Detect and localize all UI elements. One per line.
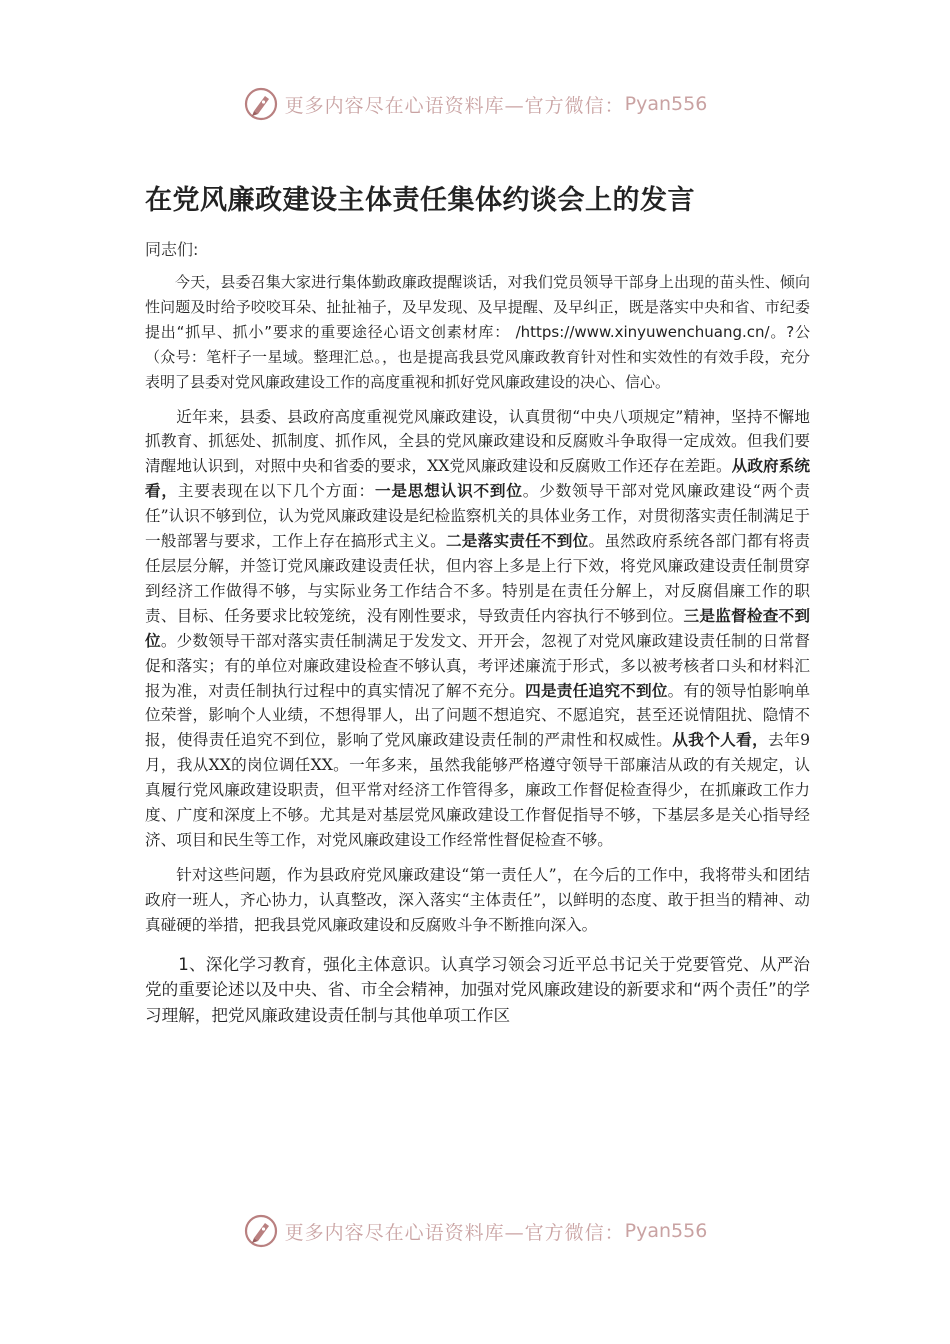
watermark-banner-bottom xyxy=(0,1213,950,1249)
p2-text-4: 。虽然政府系统各部门都有将责任层层分解，并签订党风廉政建设责任状，但内容上多是上行下效，将党风廉政建设责任制贯穿到经济工作做得不够，与实际业务工作结合不多。特别是在责任分解上，对反腐倡廉工作的职责、目标、任务要求比较笼统，没有刚性要求，导致责任内容执行不够到位。 xyxy=(145,532,810,625)
p2-bold-personal-view: 从我个人看， xyxy=(672,730,769,750)
p2-bold-point-1: 一是思想认识不到位 xyxy=(374,481,523,501)
p2-text-6: 。有的领导怕影响单位荣誉，影响个人业绩，不想得罪人，出了问题不想追究、不愿追究，甚至还说情阻扰、隐情不报，使得责任追究不到位，影响了党风廉政建设责任制的严肃性和权威性。 xyxy=(145,681,810,750)
watermark-text: 更多内容尽在心语资料库—官方微信： xyxy=(284,94,625,117)
paragraph-4: 1、深化学习教育，强化主体意识。认真学习领会习近平总书记关于党要管党、从严治党的重要论述以及中央、省、市全会精神，加强对党风廉政建设的新要求和“两个责任”的学习理解，把党风廉政建设责任制与其他单项工作区 xyxy=(145,954,810,1025)
watermark-text: 更多内容尽在心语资料库—官方微信： xyxy=(284,1221,625,1244)
watermark-wechat-id: Pyan556 xyxy=(624,93,708,115)
pen-nib-circle-icon xyxy=(243,86,279,122)
salutation: 同志们: xyxy=(145,240,199,259)
p2-text-1: 近年来，县委、县政府高度重视党风廉政建设，认真贯彻“中央八项规定”精神，坚持不懈地抓教育、抓惩处、抓制度、抓作风，全县的党风廉政建设和反腐败斗争取得一定成效。但我们要清醒地认识到，对照中央和省委的要求，XX党风廉政建设和反腐败工作还存在差距。 xyxy=(145,407,810,476)
pen-nib-circle-icon xyxy=(243,1213,279,1249)
p2-text-7: 去年9月，我从XX的岗位调任XX。一年多来，虽然我能够严格遵守领导干部廉洁从政的有关规定，认真履行党风廉政建设职责，但平常对经济工作管得多，廉政工作督促检查得少，在抓廉政工作力度、广度和深度上不够。尤其是对基层党风廉政建设工作督促指导不够，下基层多是关心指导经济、项目和民生等工作，对党风廉政建设工作经常性督促检查不够。 xyxy=(145,731,810,849)
p2-text-5: 。少数领导干部对落实责任制满足于发发文、开开会，忽视了对党风廉政建设责任制的日常督促和落实；有的单位对廉政建设检查不够认真，考评述廉流于形式，多以被考核者口头和材料汇报为准，对责任制执行过程中的真实情况了解不充分。 xyxy=(145,631,810,700)
watermark-wechat-id: Pyan556 xyxy=(624,1220,708,1242)
document-body xyxy=(145,178,810,1038)
paragraph-3: 针对这些问题，作为县政府党风廉政建设“第一责任人”，在今后的工作中，我将带头和团结政府一班人，齐心协力，认真整改，深入落实“主体责任”，以鲜明的态度、敢于担当的精神、动真碰硬的举措，把我县党风廉政建设和反腐败斗争不断推向深入。 xyxy=(145,865,810,934)
p2-text-3: 。少数领导干部对党风廉政建设“两个责任”认识不够到位，认为党风廉政建设是纪检监察机关的具体业务工作，对贯彻落实责任制满足于一般部署与要求，工作上存在搞形式主义。 xyxy=(145,482,810,551)
document-title: 在党风廉政建设主体责任集体约谈会上的发言 xyxy=(145,185,695,216)
paragraph-2 xyxy=(145,405,810,853)
p2-bold-point-3: 三是监督检查不到位 xyxy=(145,605,810,650)
p2-bold-point-4: 四是责任追究不到位 xyxy=(525,680,668,700)
p2-bold-point-2: 二是落实责任不到位 xyxy=(445,531,589,551)
p2-bold-government-view: 从政府系统看， xyxy=(145,456,810,501)
paragraph-1: 今天，县委召集大家进行集体勤政廉政提醒谈话，对我们党员领导干部身上出现的苗头性、倾向性问题及时给予咬咬耳朵、扯扯袖子，及早发现、及早提醒、及早纠正，既是落实中央和省、市纪委提出“抓早、抓小”要求的重要途径心语文创素材库： /https://www.xinyuwenchuang.cn/。?公（众号：笔杆子一星域。整理汇总。，也是提高我县党风廉政教育针对性和实效性的有效手段，充分表明了县委对党风廉政建设工作的高度重视和抓好党风廉政建设的决心、信心。 xyxy=(145,273,810,391)
p2-text-2: 主要表现在以下几个方面： xyxy=(177,482,375,501)
watermark-banner-top xyxy=(0,86,950,122)
